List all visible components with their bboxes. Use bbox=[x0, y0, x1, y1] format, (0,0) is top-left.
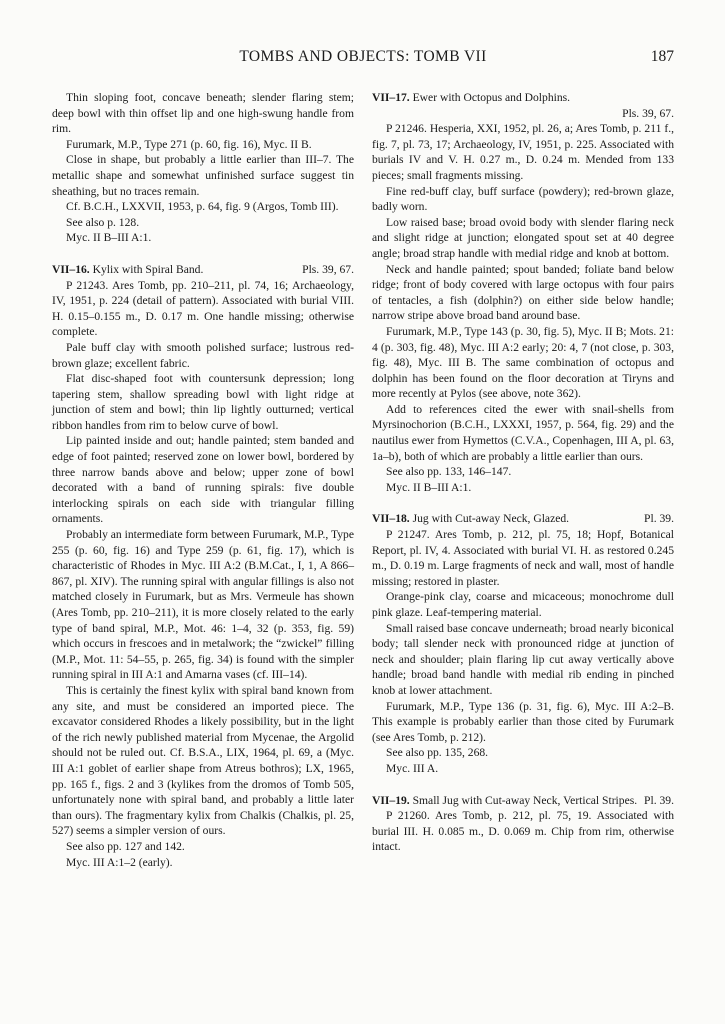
entry-paragraph: This is certainly the finest kylix with spiral band known from any site, and must be considered an imported piece. The excavator considered Rhodes a likely possibility, but in the light of the rich newly published material from Mycenae, the Argolid should not be ruled out. Cf. B.S.A., LIX, 1964, pl. 69, a (Myc. III A:1 goblet of earlier shape from Atreus bothros); LX, 1965, pp. 165 f., figs. 2 and 3 (kylikes from the dromos of Tomb 505, unfortunately none with spiral band, and probably a little later than ours). The fragmentary kylix from Chalkis (Chalkis, pl. 25, 527) seems a simpler version of ours. bbox=[52, 683, 354, 838]
entry-title: Ewer with Octopus and Dolphins. bbox=[412, 91, 571, 104]
running-head: TOMBS AND OBJECTS: TOMB VII bbox=[239, 48, 487, 65]
intro-paragraph: Cf. B.C.H., LXXVII, 1953, p. 64, fig. 9 (Argos, Tomb III). bbox=[66, 200, 339, 214]
entry-paragraph: Lip painted inside and out; handle painted; stem banded and edge of foot painted; reserved zone on lower bowl, bordered by three narrow bands above and below; upper zone of bowl decorated with a band of running spirals: five double interlocking spirals on each side with triangular filling ornaments. bbox=[52, 434, 354, 526]
entry-title: Jug with Cut-away Neck, Glazed. bbox=[412, 512, 570, 526]
entry-id: VII–18. bbox=[372, 512, 410, 526]
page-header bbox=[52, 48, 674, 72]
entry-title: Kylix with Spiral Band. bbox=[92, 262, 204, 276]
entry-plates: Pls. 39, 67. bbox=[302, 262, 354, 276]
intro-paragraph: Furumark, M.P., Type 271 (p. 60, fig. 16), Myc. II B. bbox=[66, 137, 312, 151]
entry-paragraph: Small raised base concave underneath; broad nearly biconical body; tall slender neck with pronounced ridge at junction of neck and shoulder; plain flaring lip cut away vertically above handle; broad band handle with medial rib ending in pinched knob at lower attachment. bbox=[372, 621, 674, 697]
entry-id: VII–17. bbox=[372, 91, 410, 104]
entry-paragraph: See also pp. 135, 268. bbox=[386, 746, 489, 760]
entry-paragraph: Probably an intermediate form between Furumark, M.P., Type 255 (p. 60, fig. 16) and Type 259 (p. 61, fig. 17), which is characteristic of Rhodes in Myc. III A:2 (B.M.Cat., I, 1, A 866–867, pl. XIV). The running spiral with angular fillings is also not matched closely in Furumark, but as Mrs. Vermeule has shown (Ares Tomb, pp. 210–211), it is more closely related to the early type of band spiral, M.P., Mot. 46: 1–4, 32 (p. 353, fig. 59) which occurs in frescoes and in metalwork; the “zwickel” filling (M.P., Mot. 11: 54–55, p. 265, fig. 34) is found with the simpler running spiral in III A:1 and Amarna vases (cf. III–14). bbox=[52, 528, 354, 682]
entry-heading-vii-19 bbox=[372, 793, 674, 809]
entry-paragraph: Pale buff clay with smooth polished surface; lustrous red-brown glaze; excellent fabric. bbox=[52, 340, 354, 370]
entry-id: VII–16. bbox=[52, 262, 90, 276]
entry-paragraph: See also pp. 133, 146–147. bbox=[386, 465, 512, 479]
intro-paragraph: Myc. II B–III A:1. bbox=[66, 231, 152, 245]
entry-paragraph: P 21260. Ares Tomb, p. 212, pl. 75, 19. Associated with burial III. H. 0.085 m., D. 0.069 m. Chip from rim, otherwise intact. bbox=[372, 809, 674, 854]
left-column bbox=[52, 90, 354, 870]
entry-heading-vii-17 bbox=[372, 90, 674, 106]
intro-paragraph: See also p. 128. bbox=[66, 215, 140, 229]
entry-paragraph: Furumark, M.P., Type 143 (p. 30, fig. 5), Myc. II B; Mots. 21: 4 (p. 303, fig. 48), Myc. III A:2 early; 20: 4, 7 (not close, p. 303, fig. 48), Myc. III B. The same combination of octopus and dolphin has been found on the floor decoration at Tiryns and more recently at Pylos (see above, note 362). bbox=[372, 324, 674, 401]
entry-paragraph: Low raised base; broad ovoid body with slender flaring neck and slight ridge at junction; elongated spout set at 40 degree angle; broad strap handle with medial ridge and knob at bottom. bbox=[372, 215, 674, 260]
intro-paragraph: Close in shape, but probably a little earlier than III–7. The metallic shape and somewhat unfinished surface suggest tin sheathing, but no traces remain. bbox=[52, 153, 354, 198]
entry-plates: Pl. 39. bbox=[644, 512, 674, 526]
intro-paragraph: Thin sloping foot, concave beneath; slender flaring stem; deep bowl with thin offset lip and one high-swung handle from rim. bbox=[52, 91, 354, 136]
entry-paragraph: Myc. III A:1–2 (early). bbox=[66, 855, 173, 869]
entry-paragraph: P 21247. Ares Tomb, p. 212, pl. 75, 18; Hopf, Botanical Report, pl. IV, 4. Associated with burial VI. H. as restored 0.245 m., D. 0.19 m. Large fragments of neck and wall, most of handle missing; restored in plaster. bbox=[372, 528, 674, 588]
entry-paragraph: Add to references cited the ewer with snail-shells from Myrsinochorion (B.C.H., LXXXI, 1957, p. 564, fig. 29) and the nautilus ewer from Hymettos (C.V.A., Copenhagen, III A, pl. 63, 1a–b), both of which are probably a little earlier than ours. bbox=[372, 402, 674, 463]
entry-title: Small Jug with Cut-away Neck, Vertical Stripes. bbox=[412, 793, 638, 807]
right-column bbox=[372, 90, 674, 855]
entry-paragraph: Myc. III A. bbox=[386, 761, 439, 775]
entry-paragraph: Orange-pink clay, coarse and micaceous; monochrome dull pink glaze. Leaf-tempering material. bbox=[372, 590, 674, 619]
entry-heading-vii-18 bbox=[372, 511, 674, 527]
entry-id: VII–19. bbox=[372, 793, 410, 807]
entry-paragraph: Neck and handle painted; spout banded; foliate band below ridge; front of body covered with large octopus with four pairs of tentacles, a fish (dolphin?) on either side below handle; narrow stripe above broad band around base. bbox=[372, 262, 674, 323]
page-number: 187 bbox=[650, 48, 674, 65]
entry-paragraph: P 21246. Hesperia, XXI, 1952, pl. 26, a; Ares Tomb, p. 211 f., fig. 7, pl. 73, 17; Archaeology, IV, 1951, p. 225. Associated with burials IV and V. H. 0.27 m., D. 0.24 m. Mended from 133 pieces; small fragments missing. bbox=[372, 122, 674, 182]
entry-heading-vii-16 bbox=[52, 262, 354, 278]
entry-paragraph: Flat disc-shaped foot with countersunk depression; long tapering stem, shallow spreading bowl with light ridge at junction of stem and bowl; thin lip lightly outturned; vertical ribbon handles from rim to below curve of bowl. bbox=[52, 372, 354, 432]
entry-plates: Pl. 39. bbox=[644, 793, 674, 807]
entry-plates: Pls. 39, 67. bbox=[622, 106, 674, 120]
entry-paragraph: See also pp. 127 and 142. bbox=[66, 839, 185, 853]
entry-paragraph: P 21243. Ares Tomb, pp. 210–211, pl. 74, 16; Archaeology, IV, 1951, p. 224 (detail of pattern). Associated with burial VIII. H. 0.15–0.155 m., D. 0.17 m. One handle missing; otherwise complete. bbox=[52, 278, 354, 339]
entry-paragraph: Fine red-buff clay, buff surface (powdery); red-brown glaze, badly worn. bbox=[372, 184, 674, 214]
entry-paragraph: Furumark, M.P., Type 136 (p. 31, fig. 6), Myc. III A:2–B. This example is probably earlier than those cited by Furumark (see Ares Tomb, p. 212). bbox=[372, 699, 674, 744]
entry-paragraph: Myc. II B–III A:1. bbox=[386, 480, 472, 494]
